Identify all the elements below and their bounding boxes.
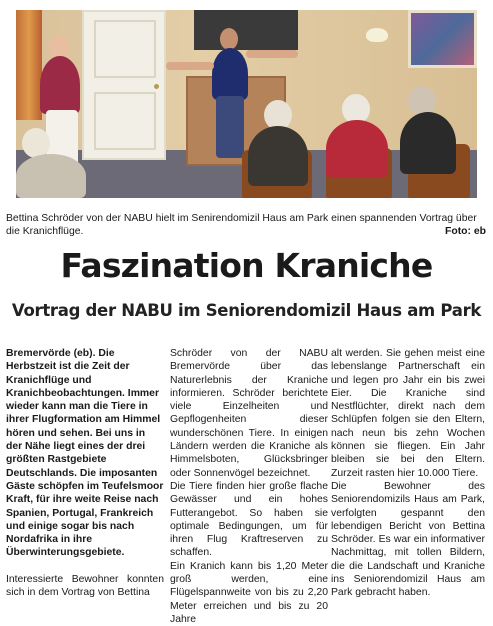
photo-tv-screen — [194, 10, 298, 50]
photo-caption — [6, 212, 486, 238]
article-headline: Faszination Kraniche — [60, 246, 433, 285]
person-nurse-head — [49, 36, 69, 58]
photo-wall-lamp — [366, 28, 388, 42]
caption-text: Bettina Schröder von der NABU hielt im Senirendomizil Haus am Park einen spannenden Vortrag über die Kranichflüge. — [6, 213, 477, 237]
person-audience-3-body — [326, 120, 388, 178]
body-paragraph-4: Ein Kranich kann bis 1,20 Meter groß werden, eine Flügelspannweite von bis zu 2,20 Meter erreichen und bis zu 20 Jahre — [170, 560, 328, 625]
photo-curtain — [16, 10, 42, 120]
photo-door — [82, 10, 166, 160]
person-speaker-jeans — [216, 96, 244, 158]
body-paragraph-5: alt werden. Sie gehen meist eine lebenslange Partnerschaft ein und legen pro Jahr ein bis zwei Eier. Die Kraniche sind Nestflüchter, direkt nach dem Schlüpfen folgen sie den Eltern, nach neun bis zehn Wochen können sie fliegen. Ein Jahr bleiben sie bei den Eltern. Zurzeit rasten hier 10.000 Tiere. — [331, 348, 485, 479]
door-knob — [154, 84, 159, 89]
body-paragraph-2: Schröder von der NABU Bremervörde über das Naturerlebnis der Kraniche informieren. Schröder berichtete viele Einzelheiten und Gepflogenheiten dieser wunderschönen Tiere. In einigen Ländern werden die Kraniche als Himmelsboten, Glücksbringer oder Sonnenvögel bezeichnet. — [170, 348, 328, 479]
person-speaker-arm-right — [246, 50, 298, 58]
person-speaker-arm-left — [166, 62, 214, 70]
photo-credit: Foto: eb — [445, 226, 486, 237]
article-photo — [16, 10, 477, 198]
door-panel-lower — [94, 92, 156, 150]
door-panel-upper — [94, 20, 156, 78]
photo-wall-painting — [408, 10, 477, 68]
person-audience-1-body — [16, 154, 86, 198]
lead-paragraph: Bremervörde (eb). Die Herbstzeit ist die Zeit der Kranichflüge und Kranichbeobachtungen. Immer wieder kann man die Tiere in ihrer Flugformation am Himmel hören und sehen. Bei uns in der Nähe liegt eines der drei größten Rastgebiete Deutschlands. Die imposanten Gäste schöpfen im Teufelsmoor Kraft, für ihre weite Reise nach Spanien, Portugal, Frankreich und einige sogar bis nach Nordafrika in ihre Überwinterungsgebiete. — [6, 348, 164, 559]
person-audience-2-body — [248, 126, 308, 186]
body-paragraph-3: Die Tiere finden hier große flache Gewässer und ein hohes Futterangebot. So haben sie optimale Bedingungen, um für ihren Flug Kraftreserven zu schaffen. — [170, 480, 328, 559]
person-nurse-shirt — [40, 56, 80, 114]
article-subheadline: Vortrag der NABU im Seniorendomizil Haus am Park — [11, 301, 482, 320]
person-speaker-shirt — [212, 48, 248, 100]
person-audience-4-body — [400, 112, 456, 174]
article-column-2 — [170, 347, 328, 626]
body-paragraph-1: Interessierte Bewohner konnten sich in dem Vortrag von Bettina — [6, 573, 164, 599]
body-paragraph-6: Die Bewohner des Seniorendomizils Haus am Park, verfolgten gespannt den lebendigen Bericht von Bettina Schröder. Es war ein informativer Nachmittag, mit tollen Bildern, die die Landschaft und Kraniche ins Seniorendomizil Haus am Park gebracht haben. — [331, 480, 485, 599]
article-column-3 — [331, 347, 485, 600]
article-column-1 — [6, 347, 164, 599]
person-speaker-head — [220, 28, 238, 50]
